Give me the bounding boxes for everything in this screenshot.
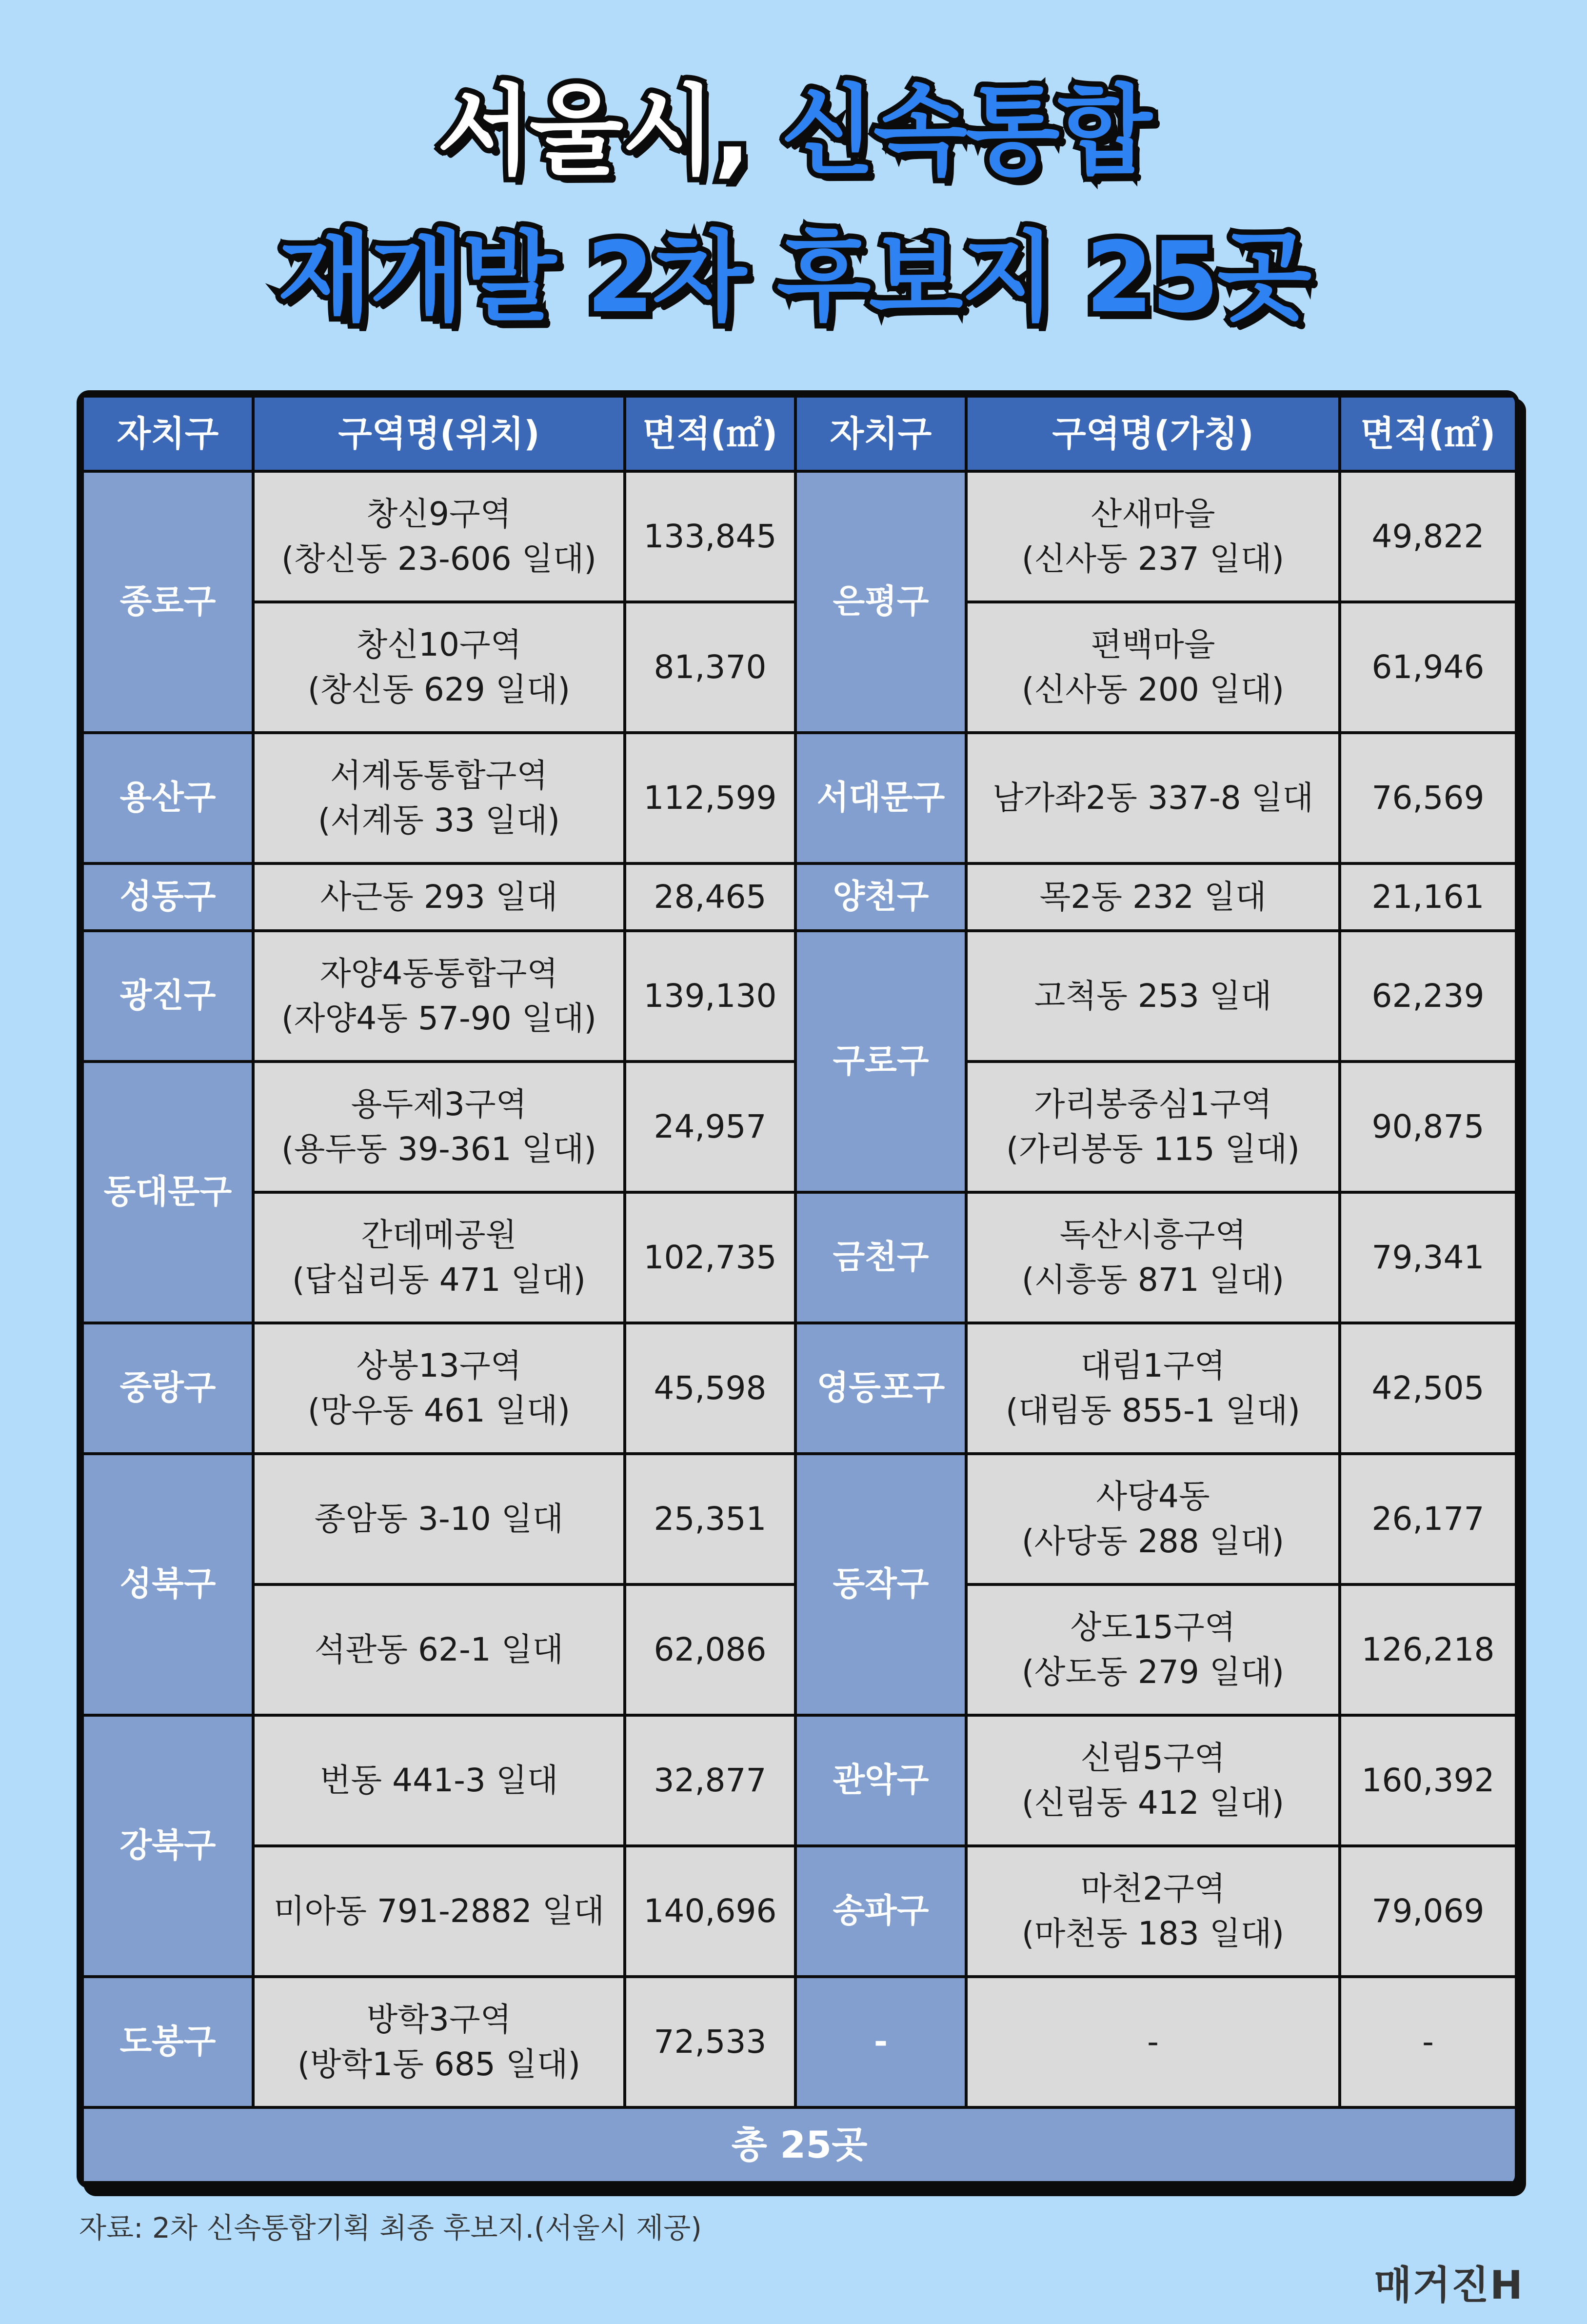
header-area-left: 면적(㎡) — [625, 396, 795, 471]
area-name-cell: 남가좌2동 337-8 일대 — [966, 733, 1340, 863]
area-name-cell: 산새마을 (신사동 237 일대) — [966, 471, 1340, 602]
source-note: 자료: 2차 신속통합기획 최종 후보지.(서울시 제공) — [79, 2211, 702, 2244]
header-area-right: 면적(㎡) — [1340, 396, 1516, 471]
area-size-cell: 126,218 — [1340, 1584, 1516, 1715]
district-cell: 용산구 — [82, 733, 253, 863]
area-name-cell: 신림5구역 (신림동 412 일대) — [966, 1715, 1340, 1846]
table-row — [82, 471, 1516, 602]
area-name-cell: 독산시흥구역 (시흥동 871 일대) — [966, 1192, 1340, 1323]
area-size-cell: 139,130 — [625, 931, 795, 1062]
district-cell: 종로구 — [82, 471, 253, 733]
area-name-cell: 사당4동 (사당동 288 일대) — [966, 1454, 1340, 1584]
area-name-cell: 용두제3구역 (용두동 39-361 일대) — [253, 1062, 625, 1192]
area-size-cell: 160,392 — [1340, 1715, 1516, 1846]
area-size-cell: 81,370 — [625, 602, 795, 733]
area-size-cell: 140,696 — [625, 1846, 795, 1977]
candidate-table — [81, 395, 1518, 2184]
area-size-cell: 49,822 — [1340, 471, 1516, 602]
area-name-cell: 방학3구역 (방학1동 685 일대) — [253, 1977, 625, 2107]
area-size-cell: 26,177 — [1340, 1454, 1516, 1584]
district-cell: 영등포구 — [795, 1323, 966, 1454]
area-size-cell: 45,598 — [625, 1323, 795, 1454]
area-size-cell: 79,341 — [1340, 1192, 1516, 1323]
table-row — [82, 1323, 1516, 1454]
area-name-cell: - — [966, 1977, 1340, 2107]
district-cell: 서대문구 — [795, 733, 966, 863]
table-row — [82, 733, 1516, 863]
area-size-cell: 25,351 — [625, 1454, 795, 1584]
district-cell: 성북구 — [82, 1454, 253, 1715]
area-size-cell: 42,505 — [1340, 1323, 1516, 1454]
area-name-cell: 마천2구역 (마천동 183 일대) — [966, 1846, 1340, 1977]
header-name-left: 구역명(위치) — [253, 396, 625, 471]
total-cell: 총 25곳 — [82, 2107, 1516, 2183]
table-row — [82, 863, 1516, 931]
area-name-cell: 편백마을 (신사동 200 일대) — [966, 602, 1340, 733]
table-row — [82, 1846, 1516, 1977]
area-name-cell: 간데메공원 (답십리동 471 일대) — [253, 1192, 625, 1323]
area-size-cell: 133,845 — [625, 471, 795, 602]
district-cell: - — [795, 1977, 966, 2107]
area-size-cell: 90,875 — [1340, 1062, 1516, 1192]
area-size-cell: 62,239 — [1340, 931, 1516, 1062]
table-row — [82, 931, 1516, 1062]
area-name-cell: 서계동통합구역 (서계동 33 일대) — [253, 733, 625, 863]
area-name-cell: 번동 441-3 일대 — [253, 1715, 625, 1846]
area-size-cell: 102,735 — [625, 1192, 795, 1323]
district-cell: 동대문구 — [82, 1062, 253, 1323]
district-cell: 중랑구 — [82, 1323, 253, 1454]
area-size-cell: 62,086 — [625, 1584, 795, 1715]
candidate-table-container — [77, 390, 1519, 2188]
title-line-2: 재개발 2차 후보지 25곳 — [278, 221, 1309, 335]
area-size-cell: 32,877 — [625, 1715, 795, 1846]
area-name-cell: 석관동 62-1 일대 — [253, 1584, 625, 1715]
district-cell: 금천구 — [795, 1192, 966, 1323]
header-name-right: 구역명(가칭) — [966, 396, 1340, 471]
title-line-1 — [0, 59, 1587, 205]
title-white-text: 서울시, — [436, 75, 749, 188]
area-name-cell: 자양4동통합구역 (자양4동 57-90 일대) — [253, 931, 625, 1062]
header-district-left: 자치구 — [82, 396, 253, 471]
total-row — [82, 2107, 1516, 2183]
area-size-cell: 76,569 — [1340, 733, 1516, 863]
area-name-cell: 가리봉중심1구역 (가리봉동 115 일대) — [966, 1062, 1340, 1192]
table-row — [82, 1977, 1516, 2107]
district-cell: 도봉구 — [82, 1977, 253, 2107]
area-name-cell: 고척동 253 일대 — [966, 931, 1340, 1062]
area-size-cell: 112,599 — [625, 733, 795, 863]
district-cell: 동작구 — [795, 1454, 966, 1715]
district-cell: 양천구 — [795, 863, 966, 931]
header-row — [82, 396, 1516, 471]
area-name-cell: 대림1구역 (대림동 855-1 일대) — [966, 1323, 1340, 1454]
district-cell: 강북구 — [82, 1715, 253, 1977]
area-name-cell: 창신10구역 (창신동 629 일대) — [253, 602, 625, 733]
area-size-cell: 79,069 — [1340, 1846, 1516, 1977]
table-row — [82, 1715, 1516, 1846]
area-name-cell: 상도15구역 (상도동 279 일대) — [966, 1584, 1340, 1715]
area-name-cell: 상봉13구역 (망우동 461 일대) — [253, 1323, 625, 1454]
publisher-logo: 매거진H — [1374, 2263, 1524, 2308]
area-name-cell: 창신9구역 (창신동 23-606 일대) — [253, 471, 625, 602]
area-name-cell: 사근동 293 일대 — [253, 863, 625, 931]
header-district-right: 자치구 — [795, 396, 966, 471]
area-size-cell: 61,946 — [1340, 602, 1516, 733]
area-size-cell: - — [1340, 1977, 1516, 2107]
area-name-cell: 목2동 232 일대 — [966, 863, 1340, 931]
table-row — [82, 1192, 1516, 1323]
area-size-cell: 24,957 — [625, 1062, 795, 1192]
area-size-cell: 21,161 — [1340, 863, 1516, 931]
area-name-cell: 종암동 3-10 일대 — [253, 1454, 625, 1584]
district-cell: 송파구 — [795, 1846, 966, 1977]
title-blue-text: 신속통합 — [781, 75, 1151, 188]
area-size-cell: 72,533 — [625, 1977, 795, 2107]
area-size-cell: 28,465 — [625, 863, 795, 931]
district-cell: 광진구 — [82, 931, 253, 1062]
page-title — [0, 59, 1587, 351]
district-cell: 성동구 — [82, 863, 253, 931]
table-row — [82, 1454, 1516, 1584]
district-cell: 은평구 — [795, 471, 966, 733]
district-cell: 관악구 — [795, 1715, 966, 1846]
area-name-cell: 미아동 791-2882 일대 — [253, 1846, 625, 1977]
district-cell: 구로구 — [795, 931, 966, 1192]
